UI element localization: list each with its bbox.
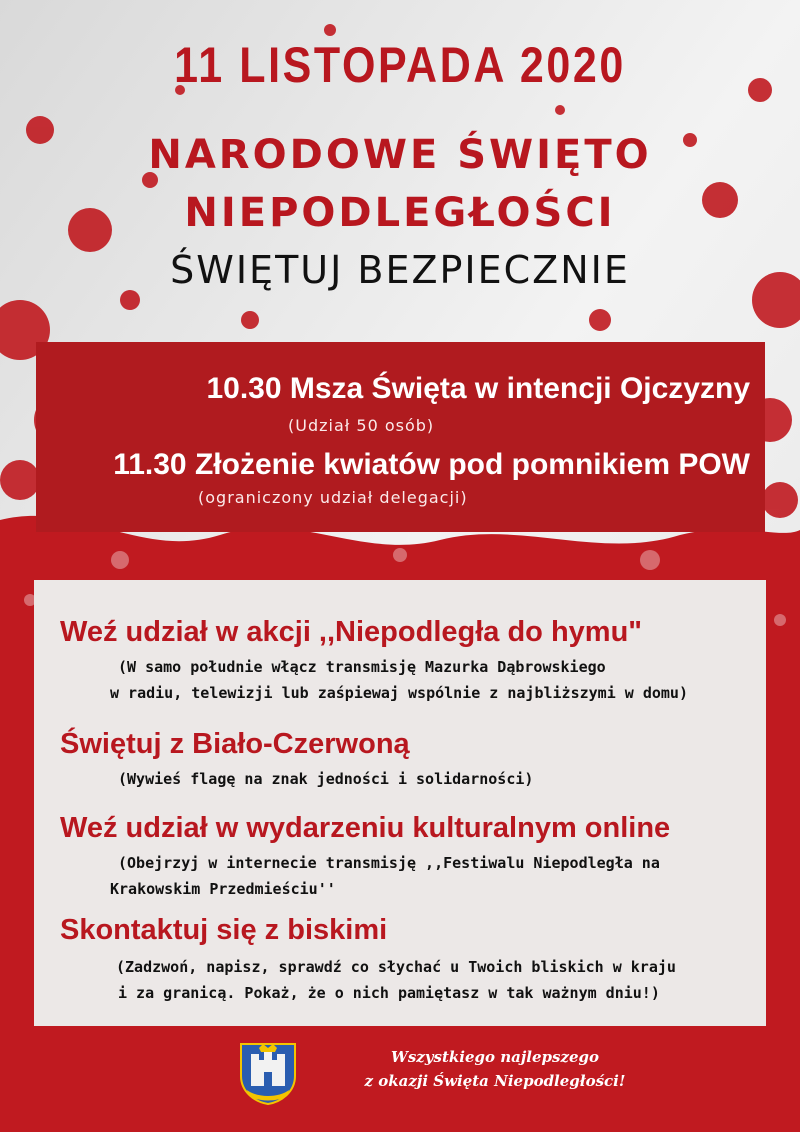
event-flowers-note: (ograniczony udział delegacji) bbox=[198, 488, 468, 507]
action-contact-title: Skontaktuj się z biskimi bbox=[60, 914, 388, 946]
action-flag-title: Świętuj z Biało-Czerwoną bbox=[60, 728, 410, 760]
title-line-1: NARODOWE ŚWIĘTO bbox=[148, 132, 652, 178]
action-online-line-2: Krakowskim Przedmieściu'' bbox=[110, 880, 336, 898]
title-line-2: NIEPODLEGŁOŚCI bbox=[184, 190, 616, 236]
event-mass-title: 10.30 Msza Święta w intencji Ojczyzny bbox=[206, 372, 750, 405]
action-contact-line-1: (Zadzwoń, napisz, sprawdź co słychać u Twoich bliskich w kraju bbox=[116, 958, 676, 976]
action-anthem-title: Weź udział w akcji ,,Niepodległa do hymu" bbox=[60, 616, 643, 648]
action-flag-line-1: (Wywieś flagę na znak jedności i solidarności) bbox=[118, 770, 534, 788]
event-flowers-title: 11.30 Złożenie kwiatów pod pomnikiem POW bbox=[113, 448, 750, 481]
wish-line-2: z okazji Święta Niepodległości! bbox=[364, 1072, 626, 1090]
action-anthem-line-1: (W samo południe włącz transmisję Mazurka Dąbrowskiego bbox=[118, 658, 606, 676]
action-anthem-line-2: w radiu, telewizji lub zaśpiewaj wspólnie z najbliższymi w domu) bbox=[110, 684, 688, 702]
town-crest-icon bbox=[237, 1040, 299, 1106]
subtitle: ŚWIĘTUJ BEZPIECZNIE bbox=[170, 248, 630, 292]
action-online-title: Weź udział w wydarzeniu kulturalnym online bbox=[60, 812, 671, 844]
wish-line-1: Wszystkiego najlepszego bbox=[390, 1048, 600, 1066]
action-online-line-1: (Obejrzyj w internecie transmisję ,,Festiwalu Niepodległa na bbox=[118, 854, 660, 872]
event-mass-note: (Udział 50 osób) bbox=[288, 416, 435, 435]
event-date: 11 LISTOPADA 2020 bbox=[174, 37, 626, 93]
action-contact-line-2: i za granicą. Pokaż, że o nich pamiętasz w tak ważnym dniu!) bbox=[118, 984, 660, 1002]
